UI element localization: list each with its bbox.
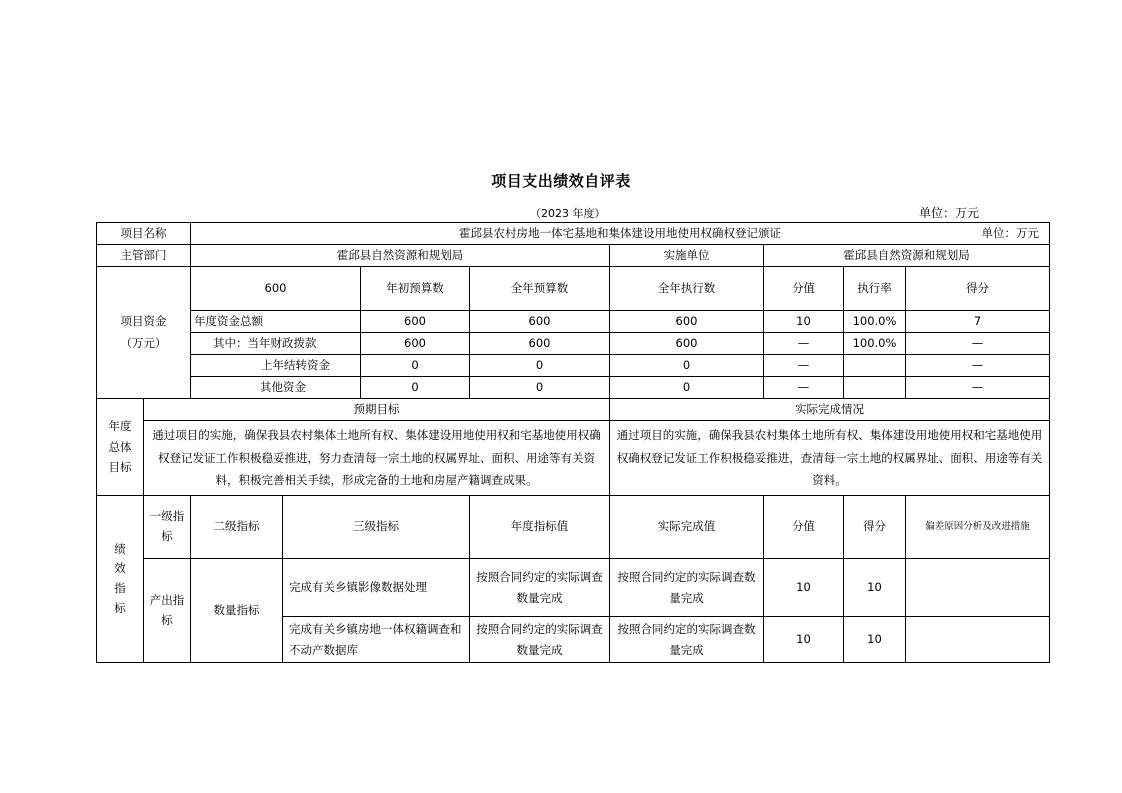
funds-row-score: 7 — [906, 311, 1050, 333]
funds-row-exec: 600 — [610, 333, 764, 355]
funds-row-value: — — [764, 333, 844, 355]
funds-label: 项目资金 （万元） — [97, 267, 191, 399]
project-name-value: 霍邱县农村房地一体宅基地和集体建设用地使用权确权登记颁证 — [459, 225, 781, 240]
funds-row-score: — — [906, 355, 1050, 377]
ind-row-score: 10 — [844, 559, 906, 617]
ind-head-level1: 一级指标 — [144, 496, 191, 559]
funds-row-value: 10 — [764, 311, 844, 333]
goals-label: 年度 总体 目标 — [97, 399, 144, 496]
ind-row-deviation — [906, 559, 1050, 617]
funds-row-exec: 600 — [610, 311, 764, 333]
performance-table — [96, 222, 1050, 663]
funds-row-rate: 100.0% — [844, 311, 906, 333]
funds-row-label: 其中：当年财政拨款 — [191, 333, 361, 355]
funds-row-exec: 0 — [610, 355, 764, 377]
ind-row-annual: 按照合同约定的实际调查数量完成 — [470, 617, 610, 663]
goals-actual-text: 通过项目的实施，确保我县农村集体土地所有权、集体建设用地使用权和宅基地使用权确权登记发证工作积极稳妥推进，查清每一宗土地的权属界址、面积、用途等有关资料。 — [610, 421, 1050, 496]
funds-head-budget: 全年预算数 — [470, 267, 610, 311]
ind-row-actual: 按照合同约定的实际调查数量完成 — [610, 559, 764, 617]
goals-actual-label: 实际完成情况 — [610, 399, 1050, 421]
unit-label: 单位：万元 — [919, 206, 980, 220]
funds-row-value: — — [764, 355, 844, 377]
impl-value: 霍邱县自然资源和规划局 — [764, 245, 1050, 267]
ind-head-actual: 实际完成值 — [610, 496, 764, 559]
funds-row-initial: 0 — [361, 355, 470, 377]
indicator-row — [97, 559, 1050, 617]
funds-head-first: 600 — [191, 267, 361, 311]
ind-row-score: 10 — [844, 617, 906, 663]
ind-row-level3: 完成有关乡镇房地一体权籍调查和不动产数据库 — [283, 617, 470, 663]
ind-row-deviation — [906, 617, 1050, 663]
ind-head-deviation: 偏差原因分析及改进措施 — [906, 496, 1050, 559]
funds-row-rate: 100.0% — [844, 333, 906, 355]
project-name-label: 项目名称 — [97, 223, 191, 245]
funds-row-rate — [844, 355, 906, 377]
funds-row-score: — — [906, 377, 1050, 399]
goals-expected-label: 预期目标 — [144, 399, 610, 421]
impl-label: 实施单位 — [610, 245, 764, 267]
funds-row-label: 年度资金总额 — [191, 311, 361, 333]
funds-row — [97, 311, 1050, 333]
goals-expected-text: 通过项目的实施，确保我县农村集体土地所有权、集体建设用地使用权和宅基地使用权确权登记发证工作积极稳妥推进，努力查清每一宗土地的权属界址、面积、用途等有关资料，积极完善相关手续，形成完备的土地和房屋产籍调查成果。 — [144, 421, 610, 496]
funds-row-exec: 0 — [610, 377, 764, 399]
ind-row-level3: 完成有关乡镇影像数据处理 — [283, 559, 470, 617]
indicators-header-row — [97, 496, 1050, 559]
ind-level1-value: 产出指标 — [144, 559, 191, 663]
report-year: （2023 年度） — [530, 207, 606, 220]
indicators-label: 绩 效 指 标 — [97, 496, 144, 663]
funds-head-exec: 全年执行数 — [610, 267, 764, 311]
funds-head-initial: 年初预算数 — [361, 267, 470, 311]
ind-row-actual: 按照合同约定的实际调查数量完成 — [610, 617, 764, 663]
funds-head-score: 得分 — [906, 267, 1050, 311]
goals-text-row — [97, 421, 1050, 496]
ind-row-annual: 按照合同约定的实际调查数量完成 — [470, 559, 610, 617]
project-name-cell — [191, 223, 1050, 245]
funds-row-budget: 0 — [470, 377, 610, 399]
ind-head-score: 得分 — [844, 496, 906, 559]
page-title: 项目支出绩效自评表 — [491, 172, 631, 190]
ind-row-value: 10 — [764, 559, 844, 617]
funds-row-label: 其他资金 — [191, 377, 361, 399]
funds-row-label: 上年结转资金 — [191, 355, 361, 377]
dept-value: 霍邱县自然资源和规划局 — [191, 245, 610, 267]
funds-row — [97, 355, 1050, 377]
funds-head-value: 分值 — [764, 267, 844, 311]
project-name-row — [97, 223, 1050, 245]
funds-row-budget: 600 — [470, 333, 610, 355]
ind-head-annual: 年度指标值 — [470, 496, 610, 559]
project-unit: 单位：万元 — [981, 226, 1039, 240]
funds-row-rate — [844, 377, 906, 399]
goals-header-row — [97, 399, 1050, 421]
funds-row-value: — — [764, 377, 844, 399]
funds-row-initial: 0 — [361, 377, 470, 399]
funds-row-budget: 600 — [470, 311, 610, 333]
ind-head-level2: 二级指标 — [191, 496, 283, 559]
department-row — [97, 245, 1050, 267]
funds-header-row — [97, 267, 1050, 311]
funds-row — [97, 333, 1050, 355]
funds-row — [97, 377, 1050, 399]
funds-head-rate: 执行率 — [844, 267, 906, 311]
dept-label: 主管部门 — [97, 245, 191, 267]
ind-head-value: 分值 — [764, 496, 844, 559]
funds-row-initial: 600 — [361, 333, 470, 355]
ind-level2-value: 数量指标 — [191, 559, 283, 663]
funds-row-initial: 600 — [361, 311, 470, 333]
ind-row-value: 10 — [764, 617, 844, 663]
ind-head-level3: 三级指标 — [283, 496, 470, 559]
funds-row-score: — — [906, 333, 1050, 355]
funds-row-budget: 0 — [470, 355, 610, 377]
